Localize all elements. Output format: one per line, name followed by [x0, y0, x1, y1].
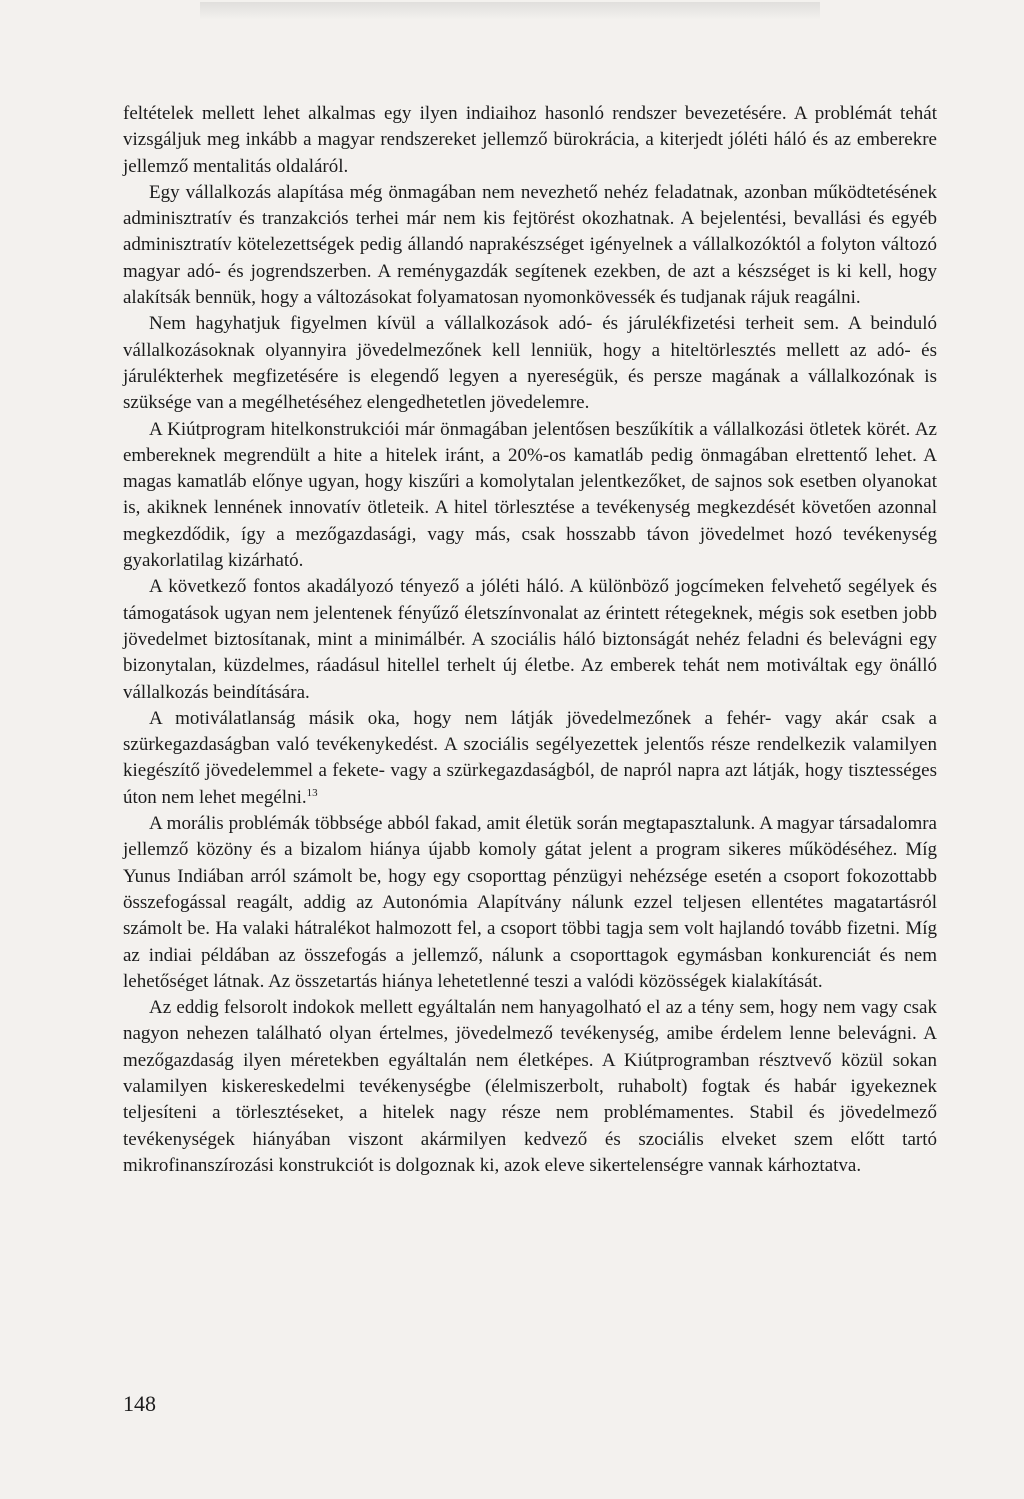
paragraph-7: A morális problémák többsége abból fakad, amit életük során megtapasztalunk. A magyar társadalomra jellemző közöny és a bizalom hiánya újabb komoly gátat jelent a program sikeres működéséhez. Míg Yunus Indiában arról számolt be, hogy egy csoporttag pénzügyi nehézsége esetén a csoport fokozottabb összefogással reagált, addig az Autonómia Alapítvány nálunk ezzel teljesen ellentétes magatartásról számolt be. Ha valaki hátralékot halmozott fel, a csoport többi tagja sem volt hajlandó tovább fizetni. Míg az indiai példában az összefogás a jellemző, nálunk a csoporttagok egymásban konkurenciát és nem lehetőséget látnak. Az összetartás hiánya lehetetlenné teszi a valódi közösségek kialakítását. [123, 813, 937, 992]
paragraph-6-text: A motiválatlanság másik oka, hogy nem látják jövedelmezőnek a fehér- vagy akár csak a szürkegazdaságban való tevékenykedést. A szociális segélyezettek jelentős része rendelkezik valamilyen kiegészítő jövedelemmel a fekete- vagy a szürkegazdaságból, de napról napra azt látják, hogy tisztességes úton nem lehet megélni. [123, 707, 937, 808]
scan-shadow [200, 2, 820, 20]
paragraph-2: Egy vállalkozás alapítása még önmagában nem nevezhető nehéz feladatnak, azonban működtetésének adminisztratív és tranzakciós terhei már nem kis fejtörést okozhatnak. A bejelentési, bevallási és egyéb adminisztratív kötelezettségek pedig állandó naprakészséget igényelnek a vállalkozóktól a folyton változó magyar adó- és jogrendszerben. A reménygazdák segítenek ezekben, de azt a készséget is ki kell, hogy alakítsák bennük, hogy a változásokat folyamatosan nyomonkövessék és tudjanak rájuk reagálni. [123, 181, 937, 309]
paragraph-5: A következő fontos akadályozó tényező a jóléti háló. A különböző jogcímeken felvehető segélyek és támogatások ugyan nem jelentenek fényűző életszínvonalat az érintett rétegeknek, mégis sok esetben jobb jövedelmet biztosítanak, mint a minimálbér. A szociális háló biztonságát nehéz feladni és belevágni egy bizonytalan, küzdelmes, ráadásul hitellel terhelt új életbe. Az emberek tehát nem motiváltak egy önálló vállalkozás beindítására. [123, 576, 937, 703]
paragraph-8: Az eddig felsorolt indokok mellett egyáltalán nem hanyagolható el az a tény sem, hogy nem vagy csak nagyon nehezen található olyan értelmes, jövedelmező tevékenység, amibe érdelem lenne belevágni. A mezőgazdaság ilyen méretekben egyáltalán nem életképes. A Kiútprogramban résztvevő közül sokan valamilyen kiskereskedelmi tevékenységbe (élelmiszerbolt, ruhabolt) fogtak és habár igyekeznek teljesíteni a törlesztéseket, a hitelek nagy része nem problémamentes. Stabil és jövedelmező tevékenységek hiányában viszont akármilyen kedvező és szociális elveket szem előtt tartó mikrofinanszírozási konstrukciót is dolgoznak ki, azok eleve sikertelenségre vannak kárhoztatva. [123, 997, 937, 1176]
paragraph-1: feltételek mellett lehet alkalmas egy ilyen indiaihoz hasonló rendszer bevezetésére. A problémát tehát vizsgáljuk meg inkább a magyar rendszereket jellemző bürokrácia, a kiterjedt jóléti háló és az emberekre jellemző mentalitás oldaláról. [123, 103, 937, 177]
paragraph-4: A Kiútprogram hitelkonstrukciói már önmagában jelentősen beszűkítik a vállalkozási ötletek körét. Az embereknek megrendült a hite a hitelek iránt, a 20%-os kamatláb pedig önmagában elrettentő lehet. A magas kamatláb előnye ugyan, hogy kiszűri a komolytalan jelentkezőket, de sajnos sok esetben olyanokat is, akiknek lennének innovatív ötleteik. A hitel törlesztése a tevékenység megkezdését követően azonnal megkezdődik, így a mezőgazdasági, vagy más, csak hosszabb távon jövedelmet hozó tevékenység gyakorlatilag kizárható. [123, 418, 937, 572]
footnote-reference: 13 [306, 786, 318, 799]
body-text [123, 101, 937, 1179]
page-number: 148 [123, 1391, 156, 1416]
paragraph-6 [123, 706, 937, 811]
paragraph-3: Nem hagyhatjuk figyelmen kívül a vállalkozások adó- és járulékfizetési terheit sem. A beinduló vállalkozásoknak olyannyira jövedelmezőnek kell lenniük, hogy a hiteltörlesztés mellett az adó- és járulékterhek megfizetésére is elegendő legyen a nyereségük, és persze magának a vállalkozónak is szüksége van a megélhetéséhez elengedhetetlen jövedelemre. [123, 313, 937, 414]
